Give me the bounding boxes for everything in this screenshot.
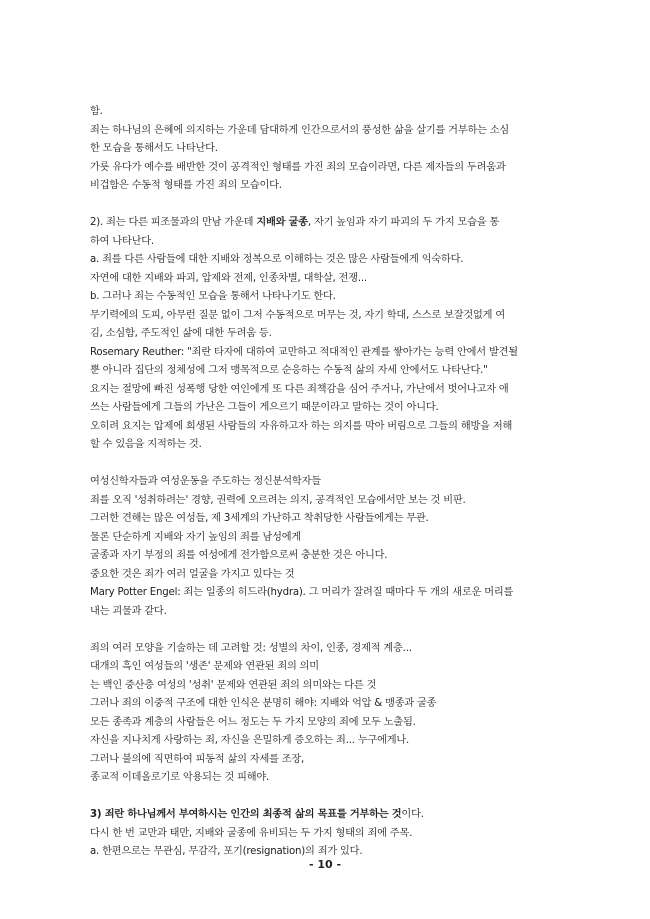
text-line: 종교적 이데올로기로 악용되는 것 피해야. xyxy=(90,772,270,783)
text-line: 김, 소심함, 주도적인 삶에 대한 두려움 등. xyxy=(90,328,272,339)
text-line: 물론 단순하게 지배와 자기 높임의 죄를 남성에게 xyxy=(90,531,302,543)
text-line: 굴종과 자기 부정의 죄를 여성에게 전가함으로써 충분한 것은 아니다. xyxy=(90,550,388,561)
text-line: a. 한편으로는 무관심, 무감각, 포기(resignation)의 죄가 있다. xyxy=(90,846,363,857)
text-line: 오히려 요지는 압제에 희생된 사람들의 자유하고자 하는 의지를 막아 버림으로 그들의 해방을 저해 xyxy=(90,420,513,432)
text-line: Rosemary Reuther: "죄란 타자에 대하여 교만하고 적대적인 관계를 쌓아가는 능력 안에서 발견될 xyxy=(90,346,518,358)
text-line: 모든 종족과 계층의 사람들은 어느 정도는 두 가지 모양의 죄에 모두 노출됨. xyxy=(90,716,416,728)
text-line: 요지는 절망에 빠진 성폭행 당한 여인에게 또 다른 죄책감을 심어 주거나, 가난에서 벗어나고자 애 xyxy=(90,383,509,395)
text-line: 자신을 지나치게 사랑하는 죄, 자신을 은밀하게 증오하는 죄... 누구에게나. xyxy=(90,735,410,746)
bold-phrase: 지배와 굴종 xyxy=(256,217,308,228)
text-line: 그러나 죄의 이중적 구조에 대한 인식은 분명히 해야: 지배와 억압 & 맹종과 굴종 xyxy=(90,698,437,709)
text-line: 할 수 있음을 지적하는 것. xyxy=(90,439,202,450)
text-line: b. 그러나 죄는 수동적인 모습을 통해서 나타나기도 한다. xyxy=(90,291,336,302)
text-line: 죄를 오직 '성취하려는' 경향, 권력에 오르려는 의지, 공격적인 모습에서만 보는 것 비판. xyxy=(90,494,466,506)
blank-line xyxy=(90,788,570,807)
text-span: , 자기 높임과 자기 파괴의 두 가지 모습을 통 xyxy=(307,217,500,228)
text-line: 뿐 아니라 집단의 정체성에 그저 맹목적으로 순응하는 수동적 삶의 자세 안에서도 나타난다." xyxy=(90,365,488,376)
text-line: 자연에 대한 지배와 파괴, 압제와 전제, 인종차별, 대학살, 전쟁... xyxy=(90,272,367,284)
text-line: 대개의 흑인 여성들의 '생존' 문제와 연관된 죄의 의미 xyxy=(90,661,319,672)
bold-phrase: 3) 죄란 하나님께서 부여하시는 인간의 최종적 삶의 목표를 거부하는 것 xyxy=(90,809,402,820)
text-line: 여성신학자들과 여성운동을 주도하는 정신분석학자들 xyxy=(90,476,321,487)
text-line: 죄의 여러 모양을 기술하는 데 고려할 것: 성별의 차이, 인종, 경제적 계층... xyxy=(90,642,412,654)
blank-line xyxy=(90,621,570,640)
text-line: a. 죄를 다른 사람들에 대한 지배와 정복으로 이해하는 것은 많은 사람들에게 익숙하다. xyxy=(90,254,464,265)
text-line: 비겁함은 수동적 형태를 가진 죄의 모습이다. xyxy=(90,180,282,191)
text-line: 다시 한 번 교만과 태만, 지배와 굴종에 유비되는 두 가지 형태의 죄에 주목. xyxy=(90,827,413,839)
blank-line xyxy=(90,196,570,215)
text-line: 내는 괴물과 같다. xyxy=(90,605,167,617)
text-span: 2). 죄는 다른 피조물과의 만남 가운데 xyxy=(90,217,257,228)
text-line xyxy=(90,806,570,825)
text-line: 그러나 불의에 직면하여 피동적 삶의 자세를 조장, xyxy=(90,753,305,765)
text-span: 이다. xyxy=(401,809,424,820)
text-line: 한 모습을 통해서도 나타난다. xyxy=(90,143,218,154)
text-line: 그러한 견해는 많은 여성들, 제 3세계의 가난하고 착취당한 사람들에게는 무관. xyxy=(90,513,429,524)
page-number: - 10 - xyxy=(308,858,342,871)
text-line xyxy=(90,214,570,233)
text-line: Mary Potter Engel: 죄는 일종의 히드라(hydra). 그 머리가 잘려질 때마다 두 개의 새로운 머리를 xyxy=(90,587,514,598)
text-line: 는 백인 중산층 여성의 '성취' 문제와 연관된 죄의 의미와는 다른 것 xyxy=(90,679,377,691)
page-body xyxy=(90,103,570,862)
text-line: 중요한 것은 죄가 여러 얼굴을 가지고 있다는 것 xyxy=(90,568,295,580)
text-line: 무기력에의 도피, 아무런 질문 없이 그저 수동적으로 머무는 것, 자기 학대, 스스로 보잘것없게 여 xyxy=(90,309,505,321)
text-line: 죄는 하나님의 은혜에 의지하는 가운데 담대하게 인간으로서의 풍성한 삶을 살기를 거부하는 소심 xyxy=(90,124,510,136)
text-line: 가룟 유다가 예수를 배반한 것이 공격적인 형태를 가진 죄의 모습이라면, 다른 제자들의 두려움과 xyxy=(90,161,506,173)
text-line: 쓰는 사람들에게 그들의 가난은 그들이 게으르기 때문이라고 말하는 것이 아니다. xyxy=(90,402,439,413)
text-line: 함. xyxy=(90,106,103,117)
text-line: 하여 나타난다. xyxy=(90,235,154,247)
blank-line xyxy=(90,455,570,474)
